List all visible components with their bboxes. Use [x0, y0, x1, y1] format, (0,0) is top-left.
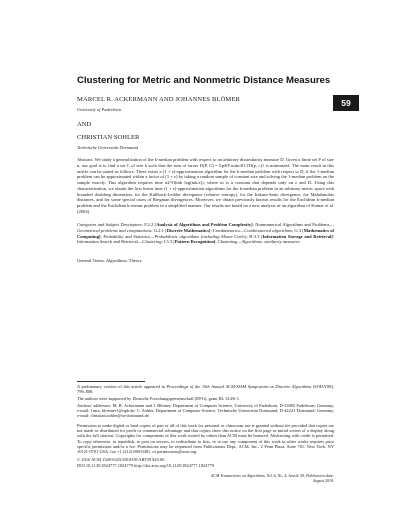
fn-venue: Proceedings of the 19th Annual ACM-SIAM Symposium on Discrete Algorithms	[166, 384, 312, 389]
cat-text: Geometrical problems and computations	[77, 227, 152, 233]
footnote-support: The authors were supported by Deutsche Forschungsgemeinschaft (DFG), grant BL 314/6-1.	[77, 396, 240, 401]
paper-title: Clustering for Metric and Nonmetric Distance Measures	[77, 75, 331, 86]
footnote-addresses: Authors' addresses: M. R. Ackermann and J. Blömer, Department of Computer Science, University of Paderborn, D-33095 Paderborn, Germany, e-mail: {mra, bloemer}@upb.de; C. Sohler, Department of Computer Science, Technische Universität Dortmund, D-44221 Dortmund, Germany, e-mail: christian.sohler@tu-dortmund.de.	[77, 403, 334, 419]
fn-text: (SODA'08), 799–808.	[77, 384, 334, 395]
authors-line-2: CHRISTIAN SOHLER	[77, 134, 140, 141]
cat-text: ; G.3 [	[291, 227, 304, 233]
cat-text: Pattern Recognition]	[174, 239, 216, 245]
cat-text: ; H.3.3 [	[246, 233, 263, 239]
categories-and-subject-descriptors	[77, 222, 334, 245]
cat-text: ; I.5.3 [	[161, 239, 175, 245]
cat-text: Combinatorial algorithms	[244, 227, 292, 233]
running-footer: ACM Transactions on Algorithms, Vol. 6, No. 4, Article 59, Publication date: August 2010.	[210, 473, 334, 483]
footnote-divider	[77, 381, 145, 382]
cat-text: : Combinatorics—	[210, 227, 245, 233]
abstract: Abstract. We study a generalization of the k-median problem with respect to an arbitrary dissimilarity measure D. Given a finite set P of size n, our goal is to find a set C of size k such that the sum of errors D(P, C) = Σp∈P minc∈C{D(p, c)} is minimized. The main result in this article can be stated as follows: There exists a (1 + ε)-approximation algorithm for the k-median problem with respect to D, if the 1-median problem can be approximated within a factor of (1 + ε) by taking a random sample of constant size and solving the 1-median problem on the sample exactly. This algorithm requires time n2^O(mk log(mk/ε)), where m is a constant that depends only on ε and D. Using this characterization, we obtain the first linear time (1 + ε)-approximation algorithms for the k-median problem in an arbitrary metric space with bounded doubling dimension, for the Kullback-Leibler divergence (relative entropy), for the Itakura-Saito divergence, for Mahalanobis distances, and for some special cases of Bregman divergences. Moreover, we obtain previously known results for the Euclidean k-median problem and the Euclidean k-means problem in a simplified manner. Our results are based on a new analysis of an algorithm of Kumar et al. [2004].	[77, 157, 334, 214]
footnote-copyright: © 2010 ACM 1549-6325/2010/08-ART59 $10.00	[77, 457, 165, 462]
cat-text: Mathematics of Computing]	[77, 227, 334, 239]
authors-line-1: MARCEL R. ACKERMANN AND JOHANNES BLÖMER	[77, 96, 241, 103]
fn-text: A preliminary version of this article appeared in	[77, 384, 167, 389]
cat-text: Probabilistic algorithms (including Monte Carlo)	[154, 233, 247, 239]
article-number-badge: 59	[333, 95, 359, 111]
general-terms: General Terms: Algorithms, Theory	[77, 258, 142, 263]
cat-text: : Information Search and Retrieval—	[77, 233, 335, 245]
cat-text: Information Storage and Retrieval]	[262, 233, 333, 239]
cat-text: Analysis of Algorithms and Problem Complexity]	[156, 222, 253, 227]
cat-text: Categories and Subject Descriptors: F.2.2 [	[77, 222, 157, 227]
cat-text: : Nonnumerical Algorithms and Problems—	[252, 222, 335, 227]
footnote-preliminary-version	[77, 384, 334, 394]
cat-text: : Clustering—	[215, 239, 242, 245]
cat-text: Clustering	[142, 239, 162, 245]
cat-text: Algorithms; similarity measures	[241, 239, 300, 245]
footnote-doi: DOI 10.1145/1824777.1824779 http://doi.acm.org/10.1145/1824777.1824779	[77, 463, 214, 468]
cat-text: ; G.2.1 [	[151, 227, 167, 233]
affiliation-2: Technische Universität Dortmund	[77, 145, 138, 150]
footnote-permission: Permission to make digital or hard copies of part or all of this work for personal or classroom use is granted without fee provided that copies are not made or distributed for profit or commercial advantage and that copies show this notice on the first page or initial screen of a display along with the full citation. Copyrights for components of this work owned by others than ACM must be honored. Abstracting with credit is permitted. To copy otherwise, to republish, to post on servers, to redistribute to lists, or to use any component of this work in other works requires prior specific permission and/or a fee. Permissions may be requested from Publications Dept., ACM, Inc., 2 Penn Plaza, Suite 701, New York, NY 10121-0701 USA, fax +1 (212) 869-0481, or permissions@acm.org.	[77, 423, 334, 455]
cat-text: : Probability and Statistics—	[100, 233, 155, 239]
and-separator: AND	[77, 121, 92, 128]
cat-text: Discrete Mathematics]	[166, 227, 211, 233]
affiliation-1: University of Paderborn	[77, 107, 121, 112]
